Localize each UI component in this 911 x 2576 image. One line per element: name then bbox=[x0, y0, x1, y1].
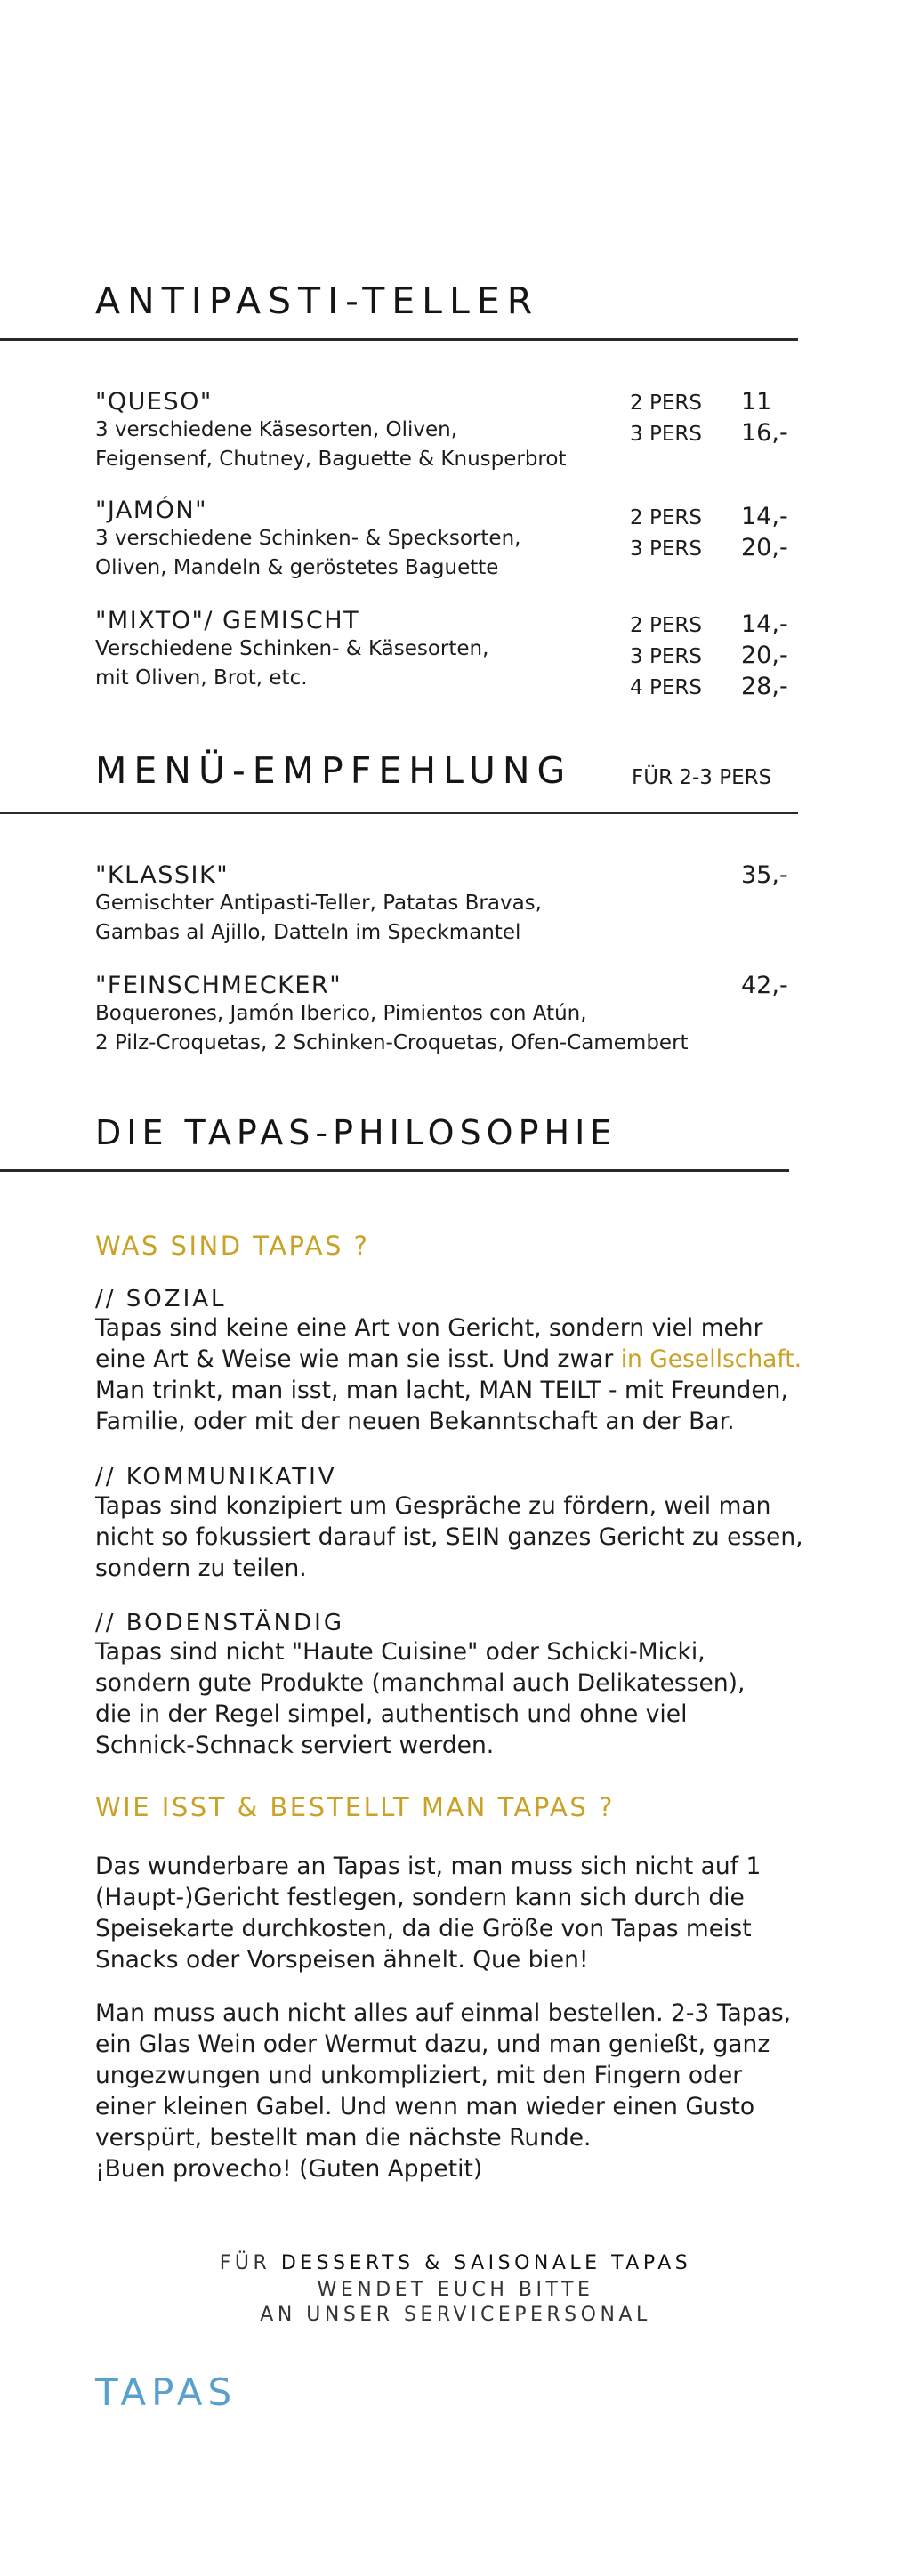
price: 14,- bbox=[741, 610, 788, 638]
divider-menu bbox=[0, 812, 798, 814]
footer-line-3: AN UNSER SERVICEPERSONAL bbox=[260, 2304, 651, 2326]
item-desc-line: Gambas al Ajillo, Datteln im Speckmantel bbox=[95, 921, 521, 944]
divider-philosophy bbox=[0, 1169, 789, 1172]
item-desc-line: Oliven, Mandeln & geröstetes Baguette bbox=[95, 556, 499, 579]
paragraph-1 bbox=[95, 1851, 860, 1975]
price-feinschmecker: 42,- bbox=[741, 972, 788, 999]
text-line: verspürt, bestellt man die nächste Runde. bbox=[95, 2124, 592, 2152]
item-desc-line: 2 Pilz-Croquetas, 2 Schinken-Croquetas, Ofen-Camembert bbox=[95, 1031, 689, 1054]
pers-label: 4 PERS bbox=[630, 676, 702, 699]
menu-item-klassik bbox=[95, 861, 542, 948]
item-desc-line: Feigensenf, Chutney, Baguette & Knusperbrot bbox=[95, 448, 567, 471]
price: 20,- bbox=[741, 642, 788, 669]
section-title-antipasti: ANTIPASTI-TELLER bbox=[95, 279, 540, 322]
footer-line-1 bbox=[0, 2252, 911, 2274]
footer-highlight: DESSERTS & SAISONALE TAPAS bbox=[280, 2252, 692, 2274]
text-line: ungezwungen und unkompliziert, mit den Fingern oder bbox=[95, 2062, 743, 2089]
menu-item-feinschmecker bbox=[95, 972, 689, 1058]
price: 14,- bbox=[741, 503, 788, 530]
item-name: "JAMÓN" bbox=[95, 497, 208, 524]
price-list-jamon bbox=[630, 503, 702, 565]
item-desc-line: Verschiedene Schinken- & Käsesorten, bbox=[95, 637, 489, 660]
text-line: ¡Buen provecho! (Guten Appetit) bbox=[95, 2155, 483, 2183]
sub-heading: // SOZIAL bbox=[95, 1286, 227, 1312]
text-line: Tapas sind konzipiert um Gespräche zu fördern, weil man bbox=[95, 1492, 771, 1520]
item-desc-line: Gemischter Antipasti-Teller, Patatas Bravas, bbox=[95, 892, 542, 915]
question-how-to-order: WIE ISST & BESTELLT MAN TAPAS ? bbox=[95, 1792, 615, 1822]
text-line: ein Glas Wein oder Wermut dazu, und man genießt, ganz bbox=[95, 2031, 770, 2058]
price: 20,- bbox=[741, 534, 788, 561]
block-sozial bbox=[95, 1286, 860, 1437]
price: 28,- bbox=[741, 673, 788, 700]
item-name: "MIXTO"/ GEMISCHT bbox=[95, 607, 360, 634]
text-line: (Haupt-)Gericht festlegen, sondern kann sich durch die bbox=[95, 1884, 745, 1911]
pers-label: 3 PERS bbox=[630, 423, 702, 446]
item-name: "KLASSIK" bbox=[95, 861, 230, 889]
item-desc-line: Boquerones, Jamón Iberico, Pimientos con Atún, bbox=[95, 1002, 587, 1025]
text-line: nicht so fokussiert darauf ist, SEIN ganzes Gericht zu essen, bbox=[95, 1523, 803, 1551]
price-values-queso bbox=[741, 386, 788, 448]
menu-item-mixto bbox=[95, 607, 488, 693]
question-what-are-tapas: WAS SIND TAPAS ? bbox=[95, 1231, 370, 1261]
text-line: sondern zu teilen. bbox=[95, 1554, 307, 1582]
highlight-text: in Gesellschaft. bbox=[620, 1345, 802, 1373]
text-line: Speisekarte durchkosten, da die Größe von Tapas meist bbox=[95, 1915, 752, 1942]
text-line: sondern gute Produkte (manchmal auch Delikatessen), bbox=[95, 1669, 746, 1697]
block-kommunikativ bbox=[95, 1464, 860, 1584]
price-klassik: 35,- bbox=[741, 861, 788, 889]
text-line: einer kleinen Gabel. Und wenn man wieder einen Gusto bbox=[95, 2093, 755, 2120]
price-list-mixto bbox=[630, 610, 702, 704]
pers-label: 3 PERS bbox=[630, 537, 702, 561]
menu-item-jamon bbox=[95, 497, 520, 583]
menu-item-queso bbox=[95, 388, 566, 474]
brand-logo-text: TAPAS bbox=[95, 2370, 238, 2414]
text-line: Tapas sind nicht "Haute Cuisine" oder Schicki-Micki, bbox=[95, 1638, 705, 1666]
pers-label: 2 PERS bbox=[630, 614, 702, 637]
divider-antipasti bbox=[0, 338, 798, 341]
item-desc-line: 3 verschiedene Käsesorten, Oliven, bbox=[95, 418, 458, 441]
item-name: "QUESO" bbox=[95, 388, 213, 416]
pers-label: 2 PERS bbox=[630, 392, 702, 415]
text-line: Man trinkt, man isst, man lacht, MAN TEILT - mit Freunden, bbox=[95, 1377, 788, 1404]
section-title-menu: MENÜ-EMPFEHLUNG bbox=[95, 749, 573, 792]
sub-heading: // BODENSTÄNDIG bbox=[95, 1610, 344, 1636]
item-name: "FEINSCHMECKER" bbox=[95, 972, 343, 999]
text-line: Man muss auch nicht alles auf einmal bestellen. 2-3 Tapas, bbox=[95, 1999, 792, 2027]
price-list-queso bbox=[630, 388, 702, 450]
pers-label: 3 PERS bbox=[630, 645, 702, 668]
price: 16,- bbox=[741, 419, 788, 447]
price: 11 bbox=[741, 388, 772, 416]
text-part: eine Art & Weise wie man sie isst. Und zwar bbox=[95, 1345, 621, 1373]
block-bodenstaendig bbox=[95, 1610, 860, 1761]
item-desc-line: 3 verschiedene Schinken- & Specksorten, bbox=[95, 527, 521, 550]
text-line bbox=[95, 1344, 860, 1375]
paragraph-2 bbox=[95, 1998, 860, 2184]
text-line: Snacks oder Vorspeisen ähnelt. Que bien! bbox=[95, 1946, 589, 1974]
price-values-jamon bbox=[741, 501, 788, 563]
text-line: die in der Regel simpel, authentisch und ohne viel bbox=[95, 1700, 688, 1728]
item-desc-line: mit Oliven, Brot, etc. bbox=[95, 666, 308, 690]
text-line: Das wunderbare an Tapas ist, man muss sich nicht auf 1 bbox=[95, 1853, 762, 1880]
price-values-mixto bbox=[741, 609, 788, 702]
sub-heading: // KOMMUNIKATIV bbox=[95, 1464, 337, 1490]
text-line: Tapas sind keine eine Art von Gericht, sondern viel mehr bbox=[95, 1314, 763, 1342]
footer-text: FÜR bbox=[219, 2252, 281, 2274]
menu-pers-note: FÜR 2-3 PERS bbox=[632, 766, 772, 789]
section-title-philosophy: DIE TAPAS-PHILOSOPHIE bbox=[95, 1113, 617, 1152]
footer-line-2: WENDET EUCH BITTE bbox=[317, 2279, 594, 2301]
text-line: Schnick-Schnack serviert werden. bbox=[95, 1732, 495, 1759]
text-line: Familie, oder mit der neuen Bekanntschaft an der Bar. bbox=[95, 1408, 735, 1435]
pers-label: 2 PERS bbox=[630, 506, 702, 529]
